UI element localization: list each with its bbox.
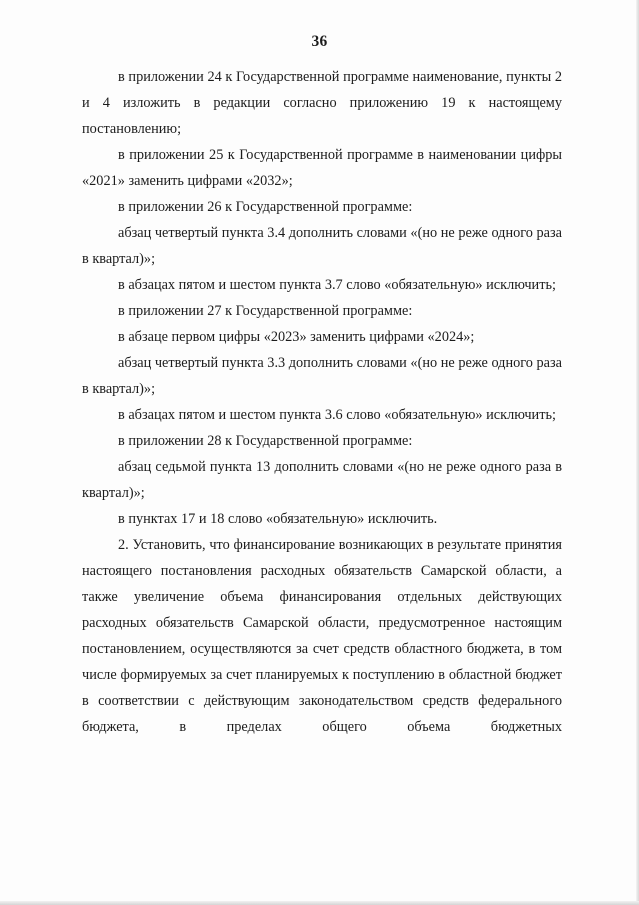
paragraph-appendix-27-item-3-3: абзац четвертый пункта 3.3 дополнить словами «(но не реже одного раза в квартал)»; — [82, 355, 562, 397]
paragraph-appendix-26-item-3-4: абзац четвертый пункта 3.4 дополнить словами «(но не реже одного раза в квартал)»; — [82, 225, 562, 267]
paragraph-appendix-26: в приложении 26 к Государственной программе: — [118, 199, 413, 215]
page-edge-shadow-bottom — [0, 901, 639, 905]
paragraph-appendix-28: в приложении 28 к Государственной программе: — [118, 433, 413, 449]
paragraph-appendix-27-item-3-6: в абзацах пятом и шестом пункта 3.6 слово «обязательную» исключить; — [118, 407, 556, 423]
paragraph-appendix-28-item-13: абзац седьмой пункта 13 дополнить словами «(но не реже одного раза в квартал)»; — [82, 459, 562, 501]
page-number: 36 — [311, 33, 328, 50]
paragraph-appendix-25: в приложении 25 к Государственной программе в наименовании цифры «2021» заменить цифрами «2032»; — [82, 147, 562, 189]
document-body — [82, 64, 562, 740]
paragraph-appendix-27: в приложении 27 к Государственной программе: — [118, 303, 413, 319]
paragraph-appendix-24: в приложении 24 к Государственной программе наименование, пункты 2 и 4 изложить в редакции согласно приложению 19 к настоящему постановлению; — [82, 69, 562, 137]
paragraph-appendix-26-item-3-7: в абзацах пятом и шестом пункта 3.7 слово «обязательную» исключить; — [118, 277, 556, 293]
paragraph-section-2: 2. Установить, что финансирование возникающих в результате принятия настоящего постановления расходных обязательств Самарской области, а также увеличение объема финансирования отдельных действующих расходных обязательств Самарской области, предусмотренное настоящим постановлением, осуществляются за счет средств областного бюджета, в том числе формируемых за счет планируемых к поступлению в областной бюджет в соответствии с действующим законодательством средств федерального бюджета, в пределах общего объема бюджетных — [82, 537, 562, 735]
paragraph-appendix-27-first: в абзаце первом цифры «2023» заменить цифрами «2024»; — [118, 329, 475, 345]
paragraph-appendix-28-items-17-18: в пунктах 17 и 18 слово «обязательную» исключить. — [118, 511, 438, 527]
